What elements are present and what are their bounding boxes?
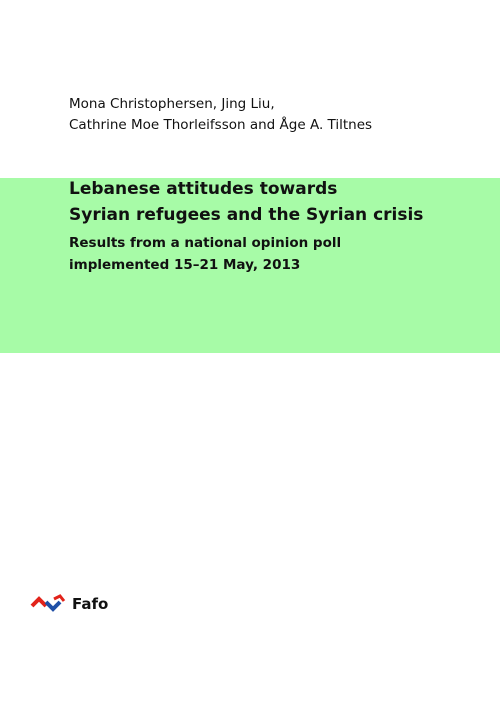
fafo-logo-icon <box>30 593 66 615</box>
subtitle-line-2: implemented 15–21 May, 2013 <box>69 257 301 273</box>
title-line-2: Syrian refugees and the Syrian crisis <box>69 205 424 225</box>
document-title <box>69 176 489 228</box>
title-line-1: Lebanese attitudes towards <box>69 179 338 199</box>
subtitle-line-1: Results from a national opinion poll <box>69 235 342 251</box>
authors-line-2: Cathrine Moe Thorleifsson and Åge A. Tiltnes <box>69 117 373 133</box>
authors-line-1: Mona Christophersen, Jing Liu, <box>69 96 275 112</box>
authors <box>69 94 469 136</box>
publisher-logo <box>30 593 108 615</box>
publisher-name: Fafo <box>72 595 109 613</box>
document-subtitle <box>69 232 489 276</box>
